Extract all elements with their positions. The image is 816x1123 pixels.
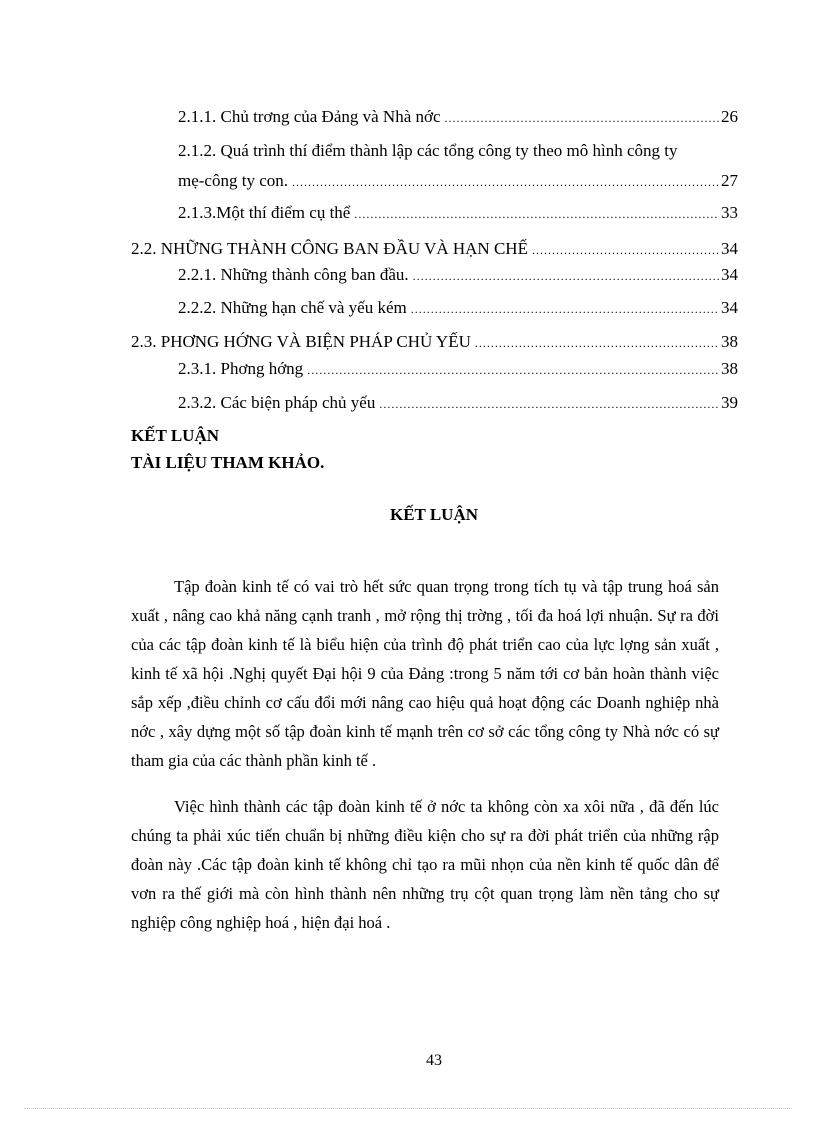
- toc-leader-dots: [445, 107, 719, 129]
- toc-leader-dots: [413, 265, 719, 287]
- toc-page-number: 34: [721, 298, 738, 317]
- toc-entry-text: 2.3. PHƠNG HỚNG VÀ BIỆN PHÁP CHỦ YẾU: [131, 332, 471, 351]
- toc-entry-ket-luan: KẾT LUẬN: [131, 426, 220, 445]
- section-title: KẾT LUẬN: [389, 505, 478, 524]
- body-paragraph-2: Việc hình thành các tập đoàn kinh tế ở nớc ta không còn xa xôi nữa , đã đến lúc chúng ta phải xúc tiến chuẩn bị những điều kiện cho sự ra đời phát triển của những rập đoàn này .Các tập đoàn kinh tế không chỉ tạo ra mũi nhọn của nền kinh tế quốc dân để vơn ra thế giới mà còn hình thành nên những trụ cột quan trọng làm nền tảng cho sự nghiệp công nghiệp hoá , hiện đại hoá .: [131, 797, 719, 932]
- toc-entry-text: 2.3.1. Phơng hớng: [178, 359, 304, 378]
- toc-entry-text: 2.1.1. Chủ trơng của Đảng và Nhà nớc: [178, 107, 441, 126]
- toc-leader-dots: [354, 203, 719, 225]
- toc-entry-text: mẹ-công ty con.: [178, 171, 288, 190]
- toc-entry-2-3-2: [178, 392, 738, 415]
- toc-entry-tai-lieu: TÀI LIỆU THAM KHẢO.: [131, 453, 325, 472]
- toc-leader-dots: [292, 171, 719, 193]
- body-paragraph-1: Tập đoàn kinh tế có vai trò hết sức quan trọng trong tích tụ và tập trung hoá sản xuất , nâng cao khả năng cạnh tranh , mở rộng thị trờng , tối đa hoá lợi nhuận. Sự ra đời của các tập đoàn kinh tế là biểu hiện của trình độ phát triển cao của lực lợng sản xuất , kinh tế xã hội .Nghị quyết Đại hội 9 của Đảng :trong 5 năm tới cơ bản hoàn thành việc sắp xếp ,điều chỉnh cơ cấu đổi mới nâng cao hiệu quả hoạt động các Doanh nghiệp nhà nớc , xây dựng một số tập đoàn kinh tế mạnh trên cơ sở các tổng công ty Nhà nớc có sự tham gia của các thành phần kinh tế .: [131, 577, 719, 770]
- toc-entry-2-2-2: [178, 297, 738, 320]
- page-bottom-divider: [24, 1108, 792, 1109]
- toc-entry-2-3: [131, 331, 738, 354]
- toc-leader-dots: [475, 332, 719, 354]
- toc-page-number: 34: [721, 265, 738, 284]
- toc-entry-text: 2.3.2. Các biện pháp chủ yếu: [178, 393, 376, 412]
- toc-leader-dots: [532, 239, 719, 261]
- toc-page-number: 39: [721, 393, 738, 412]
- toc-page-number: 38: [721, 359, 738, 378]
- toc-page-number: 33: [721, 203, 738, 222]
- toc-entry-text: 2.2.1. Những thành công ban đầu.: [178, 265, 409, 284]
- toc-page-number: 26: [721, 107, 738, 126]
- page-number: 43: [426, 1052, 442, 1069]
- toc-entry-2-1-3: [178, 202, 738, 225]
- toc-entry-2-2: [131, 238, 738, 261]
- toc-entry-2-3-1: [178, 358, 738, 381]
- toc-entry-text: 2.2.2. Những hạn chế và yếu kém: [178, 298, 407, 317]
- toc-entry-text: 2.2. NHỮNG THÀNH CÔNG BAN ĐẦU VÀ HẠN CHẾ: [131, 239, 528, 258]
- toc-entry-2-2-1: [178, 264, 738, 287]
- toc-leader-dots: [379, 393, 719, 415]
- toc-entry-2-1-2-line1: 2.1.2. Quá trình thí điểm thành lập các tổng công ty theo mô hình công ty: [178, 141, 678, 160]
- toc-page-number: 34: [721, 239, 738, 258]
- toc-entry-text: 2.1.3.Một thí điểm cụ thể: [178, 203, 351, 222]
- toc-entry-2-1-2-line2: [178, 170, 738, 193]
- toc-page-number: 38: [721, 332, 738, 351]
- toc-page-number: 27: [721, 171, 738, 190]
- toc-entry-2-1-1: [178, 106, 738, 129]
- toc-leader-dots: [307, 359, 719, 381]
- toc-leader-dots: [411, 298, 719, 320]
